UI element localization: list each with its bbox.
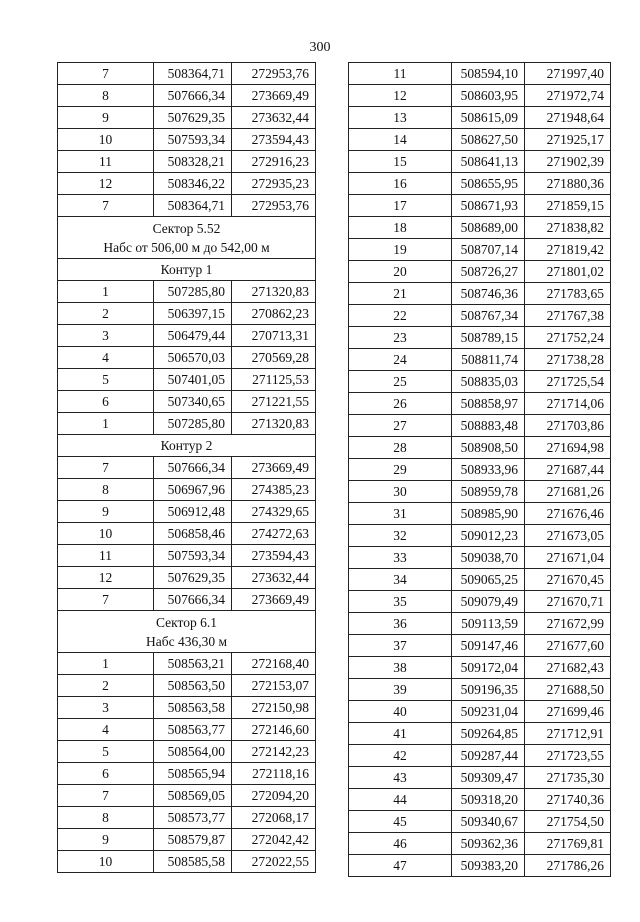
contour-header: Контур 1 <box>58 259 316 281</box>
coordinate-y: 273594,43 <box>232 129 316 151</box>
table-row <box>58 479 316 501</box>
coordinate-y: 271801,02 <box>525 261 611 283</box>
coordinate-x: 509318,20 <box>452 789 525 811</box>
coordinate-x: 508563,50 <box>154 675 232 697</box>
coordinate-x: 508641,13 <box>452 151 525 173</box>
point-number: 31 <box>349 503 452 525</box>
point-number: 13 <box>349 107 452 129</box>
coordinate-y: 271221,55 <box>232 391 316 413</box>
coordinate-x: 508569,05 <box>154 785 232 807</box>
coordinate-y: 272153,07 <box>232 675 316 697</box>
coordinate-y: 271902,39 <box>525 151 611 173</box>
table-row <box>58 347 316 369</box>
contour-header-row <box>58 259 316 281</box>
coordinate-x: 506570,03 <box>154 347 232 369</box>
coordinate-x: 508789,15 <box>452 327 525 349</box>
coordinate-x: 508565,94 <box>154 763 232 785</box>
coordinate-y: 273669,49 <box>232 457 316 479</box>
table-row <box>58 675 316 697</box>
coordinate-x: 508908,50 <box>452 437 525 459</box>
point-number: 26 <box>349 393 452 415</box>
coordinate-y: 273594,43 <box>232 545 316 567</box>
coordinate-y: 271735,30 <box>525 767 611 789</box>
coordinate-x: 509172,04 <box>452 657 525 679</box>
point-number: 34 <box>349 569 452 591</box>
coordinate-y: 271682,43 <box>525 657 611 679</box>
coordinate-x: 507285,80 <box>154 413 232 435</box>
point-number: 27 <box>349 415 452 437</box>
coordinate-y: 271880,36 <box>525 173 611 195</box>
coordinate-x: 509340,67 <box>452 811 525 833</box>
coordinate-x: 507666,34 <box>154 85 232 107</box>
sector-header <box>58 217 316 259</box>
point-number: 2 <box>58 303 154 325</box>
point-number: 3 <box>58 325 154 347</box>
table-row <box>58 851 316 873</box>
point-number: 30 <box>349 481 452 503</box>
coordinate-x: 508746,36 <box>452 283 525 305</box>
coordinate-x: 508585,58 <box>154 851 232 873</box>
coordinate-y: 271723,55 <box>525 745 611 767</box>
coordinate-x: 509362,36 <box>452 833 525 855</box>
table-row <box>58 807 316 829</box>
coordinate-y: 271740,36 <box>525 789 611 811</box>
coordinate-y: 271320,83 <box>232 413 316 435</box>
coordinate-x: 506479,44 <box>154 325 232 347</box>
coordinate-x: 507593,34 <box>154 129 232 151</box>
table-row <box>58 325 316 347</box>
table-row <box>349 635 611 657</box>
point-number: 36 <box>349 613 452 635</box>
table-row <box>58 457 316 479</box>
coordinate-y: 271673,05 <box>525 525 611 547</box>
coordinate-x: 507285,80 <box>154 281 232 303</box>
table-row <box>58 741 316 763</box>
table-row <box>349 459 611 481</box>
coordinate-y: 272094,20 <box>232 785 316 807</box>
point-number: 7 <box>58 195 154 217</box>
coordinate-y: 274272,63 <box>232 523 316 545</box>
point-number: 19 <box>349 239 452 261</box>
point-number: 5 <box>58 369 154 391</box>
coordinate-x: 509231,04 <box>452 701 525 723</box>
table-row <box>349 349 611 371</box>
coordinate-x: 508835,03 <box>452 371 525 393</box>
point-number: 7 <box>58 457 154 479</box>
coordinate-x: 509065,25 <box>452 569 525 591</box>
table-row <box>349 283 611 305</box>
coordinate-y: 271754,50 <box>525 811 611 833</box>
coordinate-x: 508563,21 <box>154 653 232 675</box>
coordinate-x: 508811,74 <box>452 349 525 371</box>
coordinate-y: 272150,98 <box>232 697 316 719</box>
coordinate-y: 272068,17 <box>232 807 316 829</box>
coordinate-y: 271688,50 <box>525 679 611 701</box>
coordinate-x: 509012,23 <box>452 525 525 547</box>
coordinates-table-right <box>348 62 611 877</box>
point-number: 7 <box>58 785 154 807</box>
table-row <box>349 85 611 107</box>
coordinate-y: 271712,91 <box>525 723 611 745</box>
coordinate-x: 509309,47 <box>452 767 525 789</box>
table-row <box>58 567 316 589</box>
table-row <box>58 85 316 107</box>
table-row <box>349 481 611 503</box>
point-number: 1 <box>58 413 154 435</box>
table-row <box>349 305 611 327</box>
point-number: 33 <box>349 547 452 569</box>
point-number: 14 <box>349 129 452 151</box>
sector-header-row <box>58 217 316 259</box>
table-row <box>349 679 611 701</box>
coordinate-y: 271703,86 <box>525 415 611 437</box>
coordinate-y: 270713,31 <box>232 325 316 347</box>
coordinate-y: 272916,23 <box>232 151 316 173</box>
coordinate-y: 271670,71 <box>525 591 611 613</box>
table-row <box>58 785 316 807</box>
coordinate-y: 272118,16 <box>232 763 316 785</box>
point-number: 41 <box>349 723 452 745</box>
table-row <box>58 63 316 85</box>
table-row <box>58 545 316 567</box>
coordinate-y: 271859,15 <box>525 195 611 217</box>
point-number: 47 <box>349 855 452 877</box>
table-row <box>58 151 316 173</box>
point-number: 9 <box>58 107 154 129</box>
table-row <box>349 151 611 173</box>
table-row <box>349 657 611 679</box>
table-row <box>58 173 316 195</box>
table-row <box>349 745 611 767</box>
coordinate-y: 271767,38 <box>525 305 611 327</box>
point-number: 10 <box>58 129 154 151</box>
coordinate-y: 273632,44 <box>232 107 316 129</box>
coordinate-y: 271972,74 <box>525 85 611 107</box>
point-number: 28 <box>349 437 452 459</box>
table-row <box>58 281 316 303</box>
point-number: 17 <box>349 195 452 217</box>
coordinate-x: 509196,35 <box>452 679 525 701</box>
coordinate-y: 271699,46 <box>525 701 611 723</box>
point-number: 25 <box>349 371 452 393</box>
coordinate-y: 271687,44 <box>525 459 611 481</box>
point-number: 15 <box>349 151 452 173</box>
coordinate-y: 271752,24 <box>525 327 611 349</box>
sector-elevation: Набс от 506,00 м до 542,00 м <box>103 240 270 255</box>
coordinate-x: 508883,48 <box>452 415 525 437</box>
table-row <box>349 547 611 569</box>
point-number: 11 <box>58 151 154 173</box>
table-row <box>349 217 611 239</box>
coordinate-y: 272168,40 <box>232 653 316 675</box>
coordinate-y: 273632,44 <box>232 567 316 589</box>
coordinate-x: 508579,87 <box>154 829 232 851</box>
table-row <box>58 413 316 435</box>
table-row <box>349 569 611 591</box>
coordinate-y: 272953,76 <box>232 63 316 85</box>
point-number: 46 <box>349 833 452 855</box>
coordinate-y: 271725,54 <box>525 371 611 393</box>
table-row <box>349 173 611 195</box>
sector-title: Сектор 6.1 <box>155 615 217 630</box>
table-row <box>349 503 611 525</box>
coordinate-y: 271320,83 <box>232 281 316 303</box>
coordinate-y: 271672,99 <box>525 613 611 635</box>
coordinate-y: 271838,82 <box>525 217 611 239</box>
point-number: 7 <box>58 63 154 85</box>
coordinate-x: 508594,10 <box>452 63 525 85</box>
coordinate-y: 271948,64 <box>525 107 611 129</box>
coordinate-x: 508655,95 <box>452 173 525 195</box>
point-number: 6 <box>58 391 154 413</box>
table-row <box>58 589 316 611</box>
sector-title: Сектор 5.52 <box>152 221 221 236</box>
point-number: 5 <box>58 741 154 763</box>
coordinate-x: 508346,22 <box>154 173 232 195</box>
sector-header-row <box>58 611 316 653</box>
coordinate-y: 274385,23 <box>232 479 316 501</box>
point-number: 8 <box>58 807 154 829</box>
coordinate-x: 508615,09 <box>452 107 525 129</box>
point-number: 44 <box>349 789 452 811</box>
coordinate-x: 509264,85 <box>452 723 525 745</box>
coordinate-x: 508726,27 <box>452 261 525 283</box>
point-number: 6 <box>58 763 154 785</box>
table-row <box>58 829 316 851</box>
point-number: 4 <box>58 347 154 369</box>
table-row <box>58 369 316 391</box>
table-row <box>58 501 316 523</box>
point-number: 1 <box>58 653 154 675</box>
table-row <box>58 719 316 741</box>
coordinate-x: 506967,96 <box>154 479 232 501</box>
table-row <box>349 833 611 855</box>
coordinate-x: 506397,15 <box>154 303 232 325</box>
coordinate-x: 508364,71 <box>154 195 232 217</box>
point-number: 18 <box>349 217 452 239</box>
coordinate-x: 506912,48 <box>154 501 232 523</box>
point-number: 8 <box>58 85 154 107</box>
table-row <box>58 763 316 785</box>
coordinate-y: 271676,46 <box>525 503 611 525</box>
table-row <box>349 63 611 85</box>
point-number: 12 <box>58 567 154 589</box>
coordinate-y: 271125,53 <box>232 369 316 391</box>
table-row <box>349 613 611 635</box>
table-row <box>349 591 611 613</box>
table-row <box>349 371 611 393</box>
coordinates-table-left <box>57 62 316 873</box>
page-number: 300 <box>309 40 331 55</box>
contour-header: Контур 2 <box>58 435 316 457</box>
coordinate-y: 271738,28 <box>525 349 611 371</box>
coordinate-x: 508933,96 <box>452 459 525 481</box>
coordinate-x: 507666,34 <box>154 457 232 479</box>
coordinate-x: 507629,35 <box>154 107 232 129</box>
coordinate-x: 509147,46 <box>452 635 525 657</box>
table-row <box>58 303 316 325</box>
coordinate-x: 509287,44 <box>452 745 525 767</box>
coordinate-x: 508985,90 <box>452 503 525 525</box>
point-number: 12 <box>349 85 452 107</box>
point-number: 35 <box>349 591 452 613</box>
point-number: 21 <box>349 283 452 305</box>
coordinate-y: 271925,17 <box>525 129 611 151</box>
point-number: 12 <box>58 173 154 195</box>
table-row <box>58 697 316 719</box>
point-number: 3 <box>58 697 154 719</box>
table-row <box>349 723 611 745</box>
coordinate-y: 272142,23 <box>232 741 316 763</box>
coordinate-x: 507401,05 <box>154 369 232 391</box>
sector-elevation: Набс 436,30 м <box>145 634 228 649</box>
point-number: 9 <box>58 829 154 851</box>
coordinate-x: 508364,71 <box>154 63 232 85</box>
coordinate-y: 273669,49 <box>232 589 316 611</box>
table-row <box>349 239 611 261</box>
point-number: 40 <box>349 701 452 723</box>
coordinate-x: 507340,65 <box>154 391 232 413</box>
table-row <box>58 195 316 217</box>
coordinate-y: 271694,98 <box>525 437 611 459</box>
coordinate-y: 272935,23 <box>232 173 316 195</box>
coordinate-y: 272146,60 <box>232 719 316 741</box>
coordinate-x: 507629,35 <box>154 567 232 589</box>
contour-header-row <box>58 435 316 457</box>
coordinate-x: 508563,77 <box>154 719 232 741</box>
coordinate-x: 509038,70 <box>452 547 525 569</box>
point-number: 37 <box>349 635 452 657</box>
table-row <box>349 789 611 811</box>
point-number: 1 <box>58 281 154 303</box>
table-row <box>349 107 611 129</box>
point-number: 43 <box>349 767 452 789</box>
coordinate-x: 509079,49 <box>452 591 525 613</box>
point-number: 32 <box>349 525 452 547</box>
coordinate-y: 271783,65 <box>525 283 611 305</box>
table-row <box>58 107 316 129</box>
coordinate-y: 271786,26 <box>525 855 611 877</box>
point-number: 22 <box>349 305 452 327</box>
point-number: 24 <box>349 349 452 371</box>
coordinate-x: 507666,34 <box>154 589 232 611</box>
table-row <box>349 767 611 789</box>
point-number: 20 <box>349 261 452 283</box>
table-row <box>349 327 611 349</box>
coordinate-y: 274329,65 <box>232 501 316 523</box>
table-row <box>349 129 611 151</box>
coordinate-x: 508707,14 <box>452 239 525 261</box>
point-number: 45 <box>349 811 452 833</box>
coordinate-y: 271670,45 <box>525 569 611 591</box>
coordinate-y: 271681,26 <box>525 481 611 503</box>
point-number: 11 <box>58 545 154 567</box>
point-number: 39 <box>349 679 452 701</box>
coordinate-y: 271769,81 <box>525 833 611 855</box>
sector-header <box>58 611 316 653</box>
coordinate-y: 271677,60 <box>525 635 611 657</box>
point-number: 2 <box>58 675 154 697</box>
coordinate-x: 508573,77 <box>154 807 232 829</box>
table-row <box>349 195 611 217</box>
coordinate-x: 508959,78 <box>452 481 525 503</box>
coordinate-x: 508627,50 <box>452 129 525 151</box>
coordinate-x: 508564,00 <box>154 741 232 763</box>
point-number: 9 <box>58 501 154 523</box>
point-number: 16 <box>349 173 452 195</box>
table-row <box>349 811 611 833</box>
coordinate-y: 270569,28 <box>232 347 316 369</box>
coordinate-x: 508328,21 <box>154 151 232 173</box>
table-row <box>349 393 611 415</box>
coordinate-x: 506858,46 <box>154 523 232 545</box>
coordinate-y: 270862,23 <box>232 303 316 325</box>
coordinate-y: 271671,04 <box>525 547 611 569</box>
point-number: 29 <box>349 459 452 481</box>
table-row <box>349 701 611 723</box>
point-number: 7 <box>58 589 154 611</box>
point-number: 11 <box>349 63 452 85</box>
coordinate-x: 507593,34 <box>154 545 232 567</box>
table-row <box>58 523 316 545</box>
coordinate-y: 271997,40 <box>525 63 611 85</box>
coordinate-x: 508858,97 <box>452 393 525 415</box>
coordinate-x: 509113,59 <box>452 613 525 635</box>
table-row <box>349 437 611 459</box>
coordinate-y: 272953,76 <box>232 195 316 217</box>
coordinate-y: 272042,42 <box>232 829 316 851</box>
coordinate-x: 508603,95 <box>452 85 525 107</box>
point-number: 10 <box>58 523 154 545</box>
table-row <box>349 525 611 547</box>
coordinate-y: 271819,42 <box>525 239 611 261</box>
table-row <box>58 653 316 675</box>
coordinate-x: 509383,20 <box>452 855 525 877</box>
table-row <box>349 261 611 283</box>
coordinate-x: 508563,58 <box>154 697 232 719</box>
point-number: 8 <box>58 479 154 501</box>
point-number: 42 <box>349 745 452 767</box>
coordinate-x: 508689,00 <box>452 217 525 239</box>
coordinate-y: 271714,06 <box>525 393 611 415</box>
table-row <box>58 391 316 413</box>
point-number: 38 <box>349 657 452 679</box>
table-row <box>349 855 611 877</box>
table-row <box>58 129 316 151</box>
table-row <box>349 415 611 437</box>
coordinate-y: 272022,55 <box>232 851 316 873</box>
point-number: 23 <box>349 327 452 349</box>
coordinate-x: 508767,34 <box>452 305 525 327</box>
coordinate-y: 273669,49 <box>232 85 316 107</box>
point-number: 4 <box>58 719 154 741</box>
point-number: 10 <box>58 851 154 873</box>
coordinate-x: 508671,93 <box>452 195 525 217</box>
